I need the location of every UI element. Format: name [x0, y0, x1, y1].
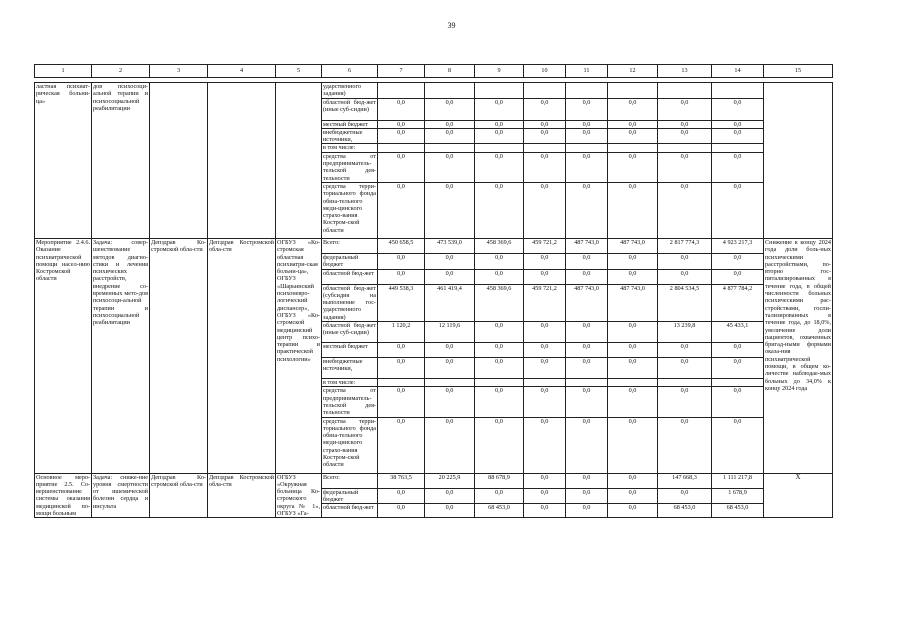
cell-col4: Депздрав Костромской обла-сти: [208, 473, 276, 518]
value-cell: 0,0: [378, 488, 425, 504]
value-cell: 0,0: [425, 417, 475, 473]
value-cell: 0,0: [608, 253, 658, 269]
funding-source: областной бюд-жет (иные суб-сидии): [322, 322, 378, 343]
cell-col4: [208, 83, 276, 239]
funding-source: местный бюджет: [322, 343, 378, 358]
value-cell: 0,0: [425, 128, 475, 144]
value-cell: 68 453,0: [658, 504, 712, 518]
value-cell: 449 538,3: [378, 284, 425, 321]
value-cell: 0,0: [566, 120, 608, 128]
value-cell: 1 111 217,8: [712, 473, 764, 488]
value-cell: [712, 379, 764, 387]
value-cell: 473 539,0: [425, 238, 475, 253]
value-cell: 0,0: [475, 417, 524, 473]
value-cell: 0,0: [378, 152, 425, 182]
value-cell: [475, 83, 524, 99]
column-header: 7: [378, 65, 425, 78]
value-cell: 0,0: [475, 120, 524, 128]
column-header: 5: [276, 65, 322, 78]
cell-col2: Задача: сниже-ние уровня смертности от ишемической болезни сердца и инсульта: [92, 473, 150, 518]
value-cell: 0,0: [524, 387, 566, 417]
cell-col5: ОГБУЗ «Ко-стромская областная психиатри-ская больни-ца», ОГБУЗ «Шарьинский психоневро-логический диспансер», ОГБУЗ «Ко-стромской медицинский центр психо-терапии и практической психологии»: [276, 238, 322, 473]
value-cell: 0,0: [608, 417, 658, 473]
column-header: 2: [92, 65, 150, 78]
funding-source: в том числе:: [322, 144, 378, 152]
value-cell: [425, 379, 475, 387]
value-cell: 0,0: [425, 182, 475, 238]
value-cell: 0,0: [378, 98, 425, 120]
value-cell: 2 817 774,3: [658, 238, 712, 253]
value-cell: 0,0: [566, 488, 608, 504]
value-cell: 0,0: [658, 269, 712, 284]
value-cell: 0,0: [712, 269, 764, 284]
value-cell: 459 721,2: [524, 284, 566, 321]
value-cell: 487 743,0: [566, 238, 608, 253]
value-cell: 2 804 534,5: [658, 284, 712, 321]
value-cell: 12 119,6: [425, 322, 475, 343]
table-row: [35, 238, 833, 253]
budget-table: [34, 64, 833, 518]
value-cell: 450 658,5: [378, 238, 425, 253]
value-cell: 0,0: [475, 358, 524, 379]
value-cell: 0,0: [524, 504, 566, 518]
header-row: [35, 65, 833, 78]
value-cell: 0,0: [425, 358, 475, 379]
value-cell: 0,0: [608, 473, 658, 488]
value-cell: 0,0: [378, 358, 425, 379]
value-cell: 0,0: [524, 253, 566, 269]
value-cell: 13 239,8: [658, 322, 712, 343]
value-cell: 4 923 217,3: [712, 238, 764, 253]
table-row: [35, 83, 833, 99]
value-cell: 0,0: [712, 120, 764, 128]
value-cell: 0,0: [712, 182, 764, 238]
value-cell: [378, 379, 425, 387]
cell-col4: Депздрав Костромской обла-сти: [208, 238, 276, 473]
funding-source: средства от предприниматель-тельской дея-тельности: [323, 152, 376, 182]
funding-source: Всего:: [322, 238, 378, 253]
column-header: 14: [712, 65, 764, 78]
value-cell: 0,0: [475, 182, 524, 238]
value-cell: 0,0: [475, 152, 524, 182]
funding-source: федеральный бюджет: [322, 253, 378, 269]
value-cell: 0,0: [425, 504, 475, 518]
funding-source: в том числе:: [322, 379, 378, 387]
value-cell: 459 721,2: [524, 238, 566, 253]
value-cell: 0,0: [608, 504, 658, 518]
cell-col5: ОГБУЗ «Окружная больница Ко-стромского округа № 1», ОГБУЗ «Га-: [277, 473, 320, 518]
value-cell: 20 225,9: [425, 473, 475, 488]
value-cell: [608, 379, 658, 387]
value-cell: 0,0: [608, 120, 658, 128]
funding-source: внебюджетные источники,: [322, 358, 378, 379]
value-cell: 0,0: [658, 253, 712, 269]
value-cell: 1 120,2: [378, 322, 425, 343]
value-cell: 0,0: [658, 488, 712, 504]
value-cell: 0,0: [475, 387, 524, 417]
value-cell: 0,0: [566, 504, 608, 518]
value-cell: [658, 379, 712, 387]
value-cell: 0,0: [658, 120, 712, 128]
value-cell: 68 453,0: [712, 504, 764, 518]
value-cell: [658, 83, 712, 99]
value-cell: 0,0: [524, 488, 566, 504]
value-cell: 0,0: [658, 343, 712, 358]
value-cell: [475, 379, 524, 387]
value-cell: [524, 379, 566, 387]
value-cell: 0,0: [378, 128, 425, 144]
value-cell: 0,0: [524, 358, 566, 379]
value-cell: 0,0: [712, 128, 764, 144]
column-header: 13: [658, 65, 712, 78]
value-cell: 0,0: [712, 387, 764, 417]
cell-col15: [764, 83, 833, 239]
funding-source: местный бюджет: [322, 120, 378, 128]
funding-source: Всего:: [322, 473, 378, 488]
cell-col1: Мероприятие 2.4.6. Оказание психиатрической помощи насел-нию Костромской области: [35, 238, 92, 473]
value-cell: 0,0: [378, 182, 425, 238]
value-cell: 0,0: [566, 473, 608, 488]
value-cell: 0,0: [608, 98, 658, 120]
value-cell: 0,0: [378, 387, 425, 417]
value-cell: 0,0: [475, 128, 524, 144]
funding-source: областной бюд-жет: [322, 504, 378, 518]
value-cell: 0,0: [425, 488, 475, 504]
value-cell: [524, 83, 566, 99]
value-cell: 0,0: [658, 152, 712, 182]
value-cell: 0,0: [658, 182, 712, 238]
value-cell: 0,0: [566, 152, 608, 182]
value-cell: 0,0: [566, 182, 608, 238]
cell-col3: Депздрав Ко-стромской обла-сти: [150, 473, 208, 518]
funding-source: средства от предприниматель-тельской дея-тельности: [323, 387, 376, 417]
cell-col1: Основное меро-приятие 2.5. Со-вершенствование системы оказания медицинской по-мощи больным: [36, 473, 90, 518]
value-cell: 0,0: [566, 98, 608, 120]
value-cell: 458 369,6: [475, 284, 524, 321]
value-cell: 0,0: [524, 343, 566, 358]
value-cell: 0,0: [475, 343, 524, 358]
column-header: 6: [322, 65, 378, 78]
value-cell: 0,0: [524, 269, 566, 284]
funding-source: федеральный бюджет: [322, 488, 378, 504]
funding-source: внебюджетные источники,: [322, 128, 378, 144]
value-cell: 147 668,3: [658, 473, 712, 488]
value-cell: 0,0: [658, 128, 712, 144]
value-cell: 0,0: [566, 128, 608, 144]
value-cell: 0,0: [566, 417, 608, 473]
value-cell: 0,0: [378, 120, 425, 128]
value-cell: 0,0: [475, 98, 524, 120]
value-cell: 0,0: [475, 488, 524, 504]
value-cell: 0,0: [378, 253, 425, 269]
value-cell: 461 419,4: [425, 284, 475, 321]
value-cell: 0,0: [378, 269, 425, 284]
value-cell: 0,0: [425, 152, 475, 182]
value-cell: 0,0: [566, 343, 608, 358]
column-header: 15: [764, 65, 833, 78]
value-cell: 0,0: [524, 473, 566, 488]
value-cell: 0,0: [566, 253, 608, 269]
value-cell: 0,0: [425, 120, 475, 128]
value-cell: 0,0: [475, 322, 524, 343]
cell-col15: Х: [764, 473, 833, 518]
value-cell: 0,0: [608, 182, 658, 238]
value-cell: 0,0: [524, 98, 566, 120]
value-cell: 458 369,6: [475, 238, 524, 253]
funding-source: областной бюд-жет (субсидия на выполнение гос-ударственного задания): [323, 284, 376, 321]
value-cell: 0,0: [566, 269, 608, 284]
value-cell: 0,0: [524, 152, 566, 182]
value-cell: 0,0: [712, 253, 764, 269]
value-cell: 0,0: [712, 343, 764, 358]
value-cell: [475, 144, 524, 152]
value-cell: 4 877 784,2: [712, 284, 764, 321]
value-cell: 68 453,0: [475, 504, 524, 518]
value-cell: 0,0: [608, 152, 658, 182]
value-cell: 0,0: [425, 343, 475, 358]
value-cell: [608, 83, 658, 99]
value-cell: 0,0: [566, 322, 608, 343]
value-cell: 0,0: [425, 253, 475, 269]
cell-col2: дов психосоци-альной терапии и психосоциальной реабилитации: [92, 83, 150, 239]
value-cell: [566, 83, 608, 99]
page-number: 39: [447, 21, 456, 30]
value-cell: [566, 379, 608, 387]
value-cell: 0,0: [524, 322, 566, 343]
cell-col3: [150, 83, 208, 239]
value-cell: 0,0: [658, 358, 712, 379]
column-header: 12: [608, 65, 658, 78]
column-header: 9: [475, 65, 524, 78]
value-cell: [378, 144, 425, 152]
value-cell: 0,0: [658, 98, 712, 120]
value-cell: 38 763,5: [378, 473, 425, 488]
value-cell: 0,0: [475, 269, 524, 284]
value-cell: 0,0: [475, 253, 524, 269]
value-cell: 0,0: [712, 358, 764, 379]
column-header: 11: [566, 65, 608, 78]
value-cell: [712, 144, 764, 152]
value-cell: 0,0: [608, 322, 658, 343]
value-cell: 0,0: [566, 358, 608, 379]
value-cell: 0,0: [608, 387, 658, 417]
column-header: 3: [150, 65, 208, 78]
value-cell: 0,0: [524, 120, 566, 128]
value-cell: 0,0: [378, 417, 425, 473]
value-cell: 0,0: [378, 504, 425, 518]
value-cell: 0,0: [658, 387, 712, 417]
value-cell: 487 743,0: [608, 238, 658, 253]
funding-source: областной бюд-жет (иные суб-сидии): [322, 98, 378, 120]
value-cell: 0,0: [566, 387, 608, 417]
value-cell: [566, 144, 608, 152]
value-cell: 0,0: [608, 358, 658, 379]
value-cell: 0,0: [524, 182, 566, 238]
column-header: 1: [35, 65, 92, 78]
funding-source: областной бюд-жет: [322, 269, 378, 284]
value-cell: 487 743,0: [608, 284, 658, 321]
value-cell: 0,0: [608, 269, 658, 284]
value-cell: 0,0: [378, 343, 425, 358]
value-cell: 0,0: [425, 98, 475, 120]
column-header: 4: [208, 65, 276, 78]
funding-source: средства терри-ториального фонда обяза-тельного меди-цинского страхо-вания Костром-ской области: [322, 417, 378, 473]
value-cell: [524, 144, 566, 152]
value-cell: 0,0: [608, 488, 658, 504]
cell-col3: Депздрав Ко-стромской обла-сти: [150, 238, 208, 473]
value-cell: 0,0: [608, 128, 658, 144]
value-cell: 0,0: [712, 98, 764, 120]
value-cell: [425, 144, 475, 152]
value-cell: 45 433,1: [712, 322, 764, 343]
value-cell: 0,0: [712, 152, 764, 182]
column-header: 8: [425, 65, 475, 78]
cell-col15: Снижение к концу 2024 года доли боль-ных психическими расстройствами, по-вторно гос-питализированных в течение года, в общей численности больных психическими рас-стройствами, госпи-тализированных в течение года, до 18,0%, увеличение доли пациентов, охваченных бригад-ными формами оказа-ния психиатрической помощи, в общем ко-личестве наблюдае-мых больных до 34,0% к концу 2024 года: [764, 238, 833, 473]
value-cell: 0,0: [712, 417, 764, 473]
value-cell: 0,0: [524, 128, 566, 144]
value-cell: 0,0: [608, 343, 658, 358]
funding-source: средства терри-ториального фонда обяза-тельного меди-цинского страхо-вания Костром-ской области: [322, 182, 378, 238]
value-cell: [712, 83, 764, 99]
value-cell: 88 678,9: [475, 473, 524, 488]
value-cell: 0,0: [425, 269, 475, 284]
value-cell: 0,0: [425, 387, 475, 417]
value-cell: [378, 83, 425, 99]
cell-col2: Задача: совер-шенствование методов диагно-стики и лечения психических расстройств, внедрение со-временных мето-дов психосоци-альной терапии и психосоциальной реабилитации: [92, 238, 150, 473]
value-cell: 487 743,0: [566, 284, 608, 321]
cell-col5: [276, 83, 322, 239]
table-row: [35, 473, 833, 488]
value-cell: [608, 144, 658, 152]
column-header: 10: [524, 65, 566, 78]
value-cell: [658, 144, 712, 152]
value-cell: 0,0: [524, 417, 566, 473]
value-cell: 0,0: [658, 417, 712, 473]
cell-col1: ластная психиат-рическая больни-ца»: [35, 83, 92, 239]
funding-source: ударственного задания): [322, 83, 378, 99]
value-cell: [425, 83, 475, 99]
value-cell: 1 678,9: [712, 488, 764, 504]
